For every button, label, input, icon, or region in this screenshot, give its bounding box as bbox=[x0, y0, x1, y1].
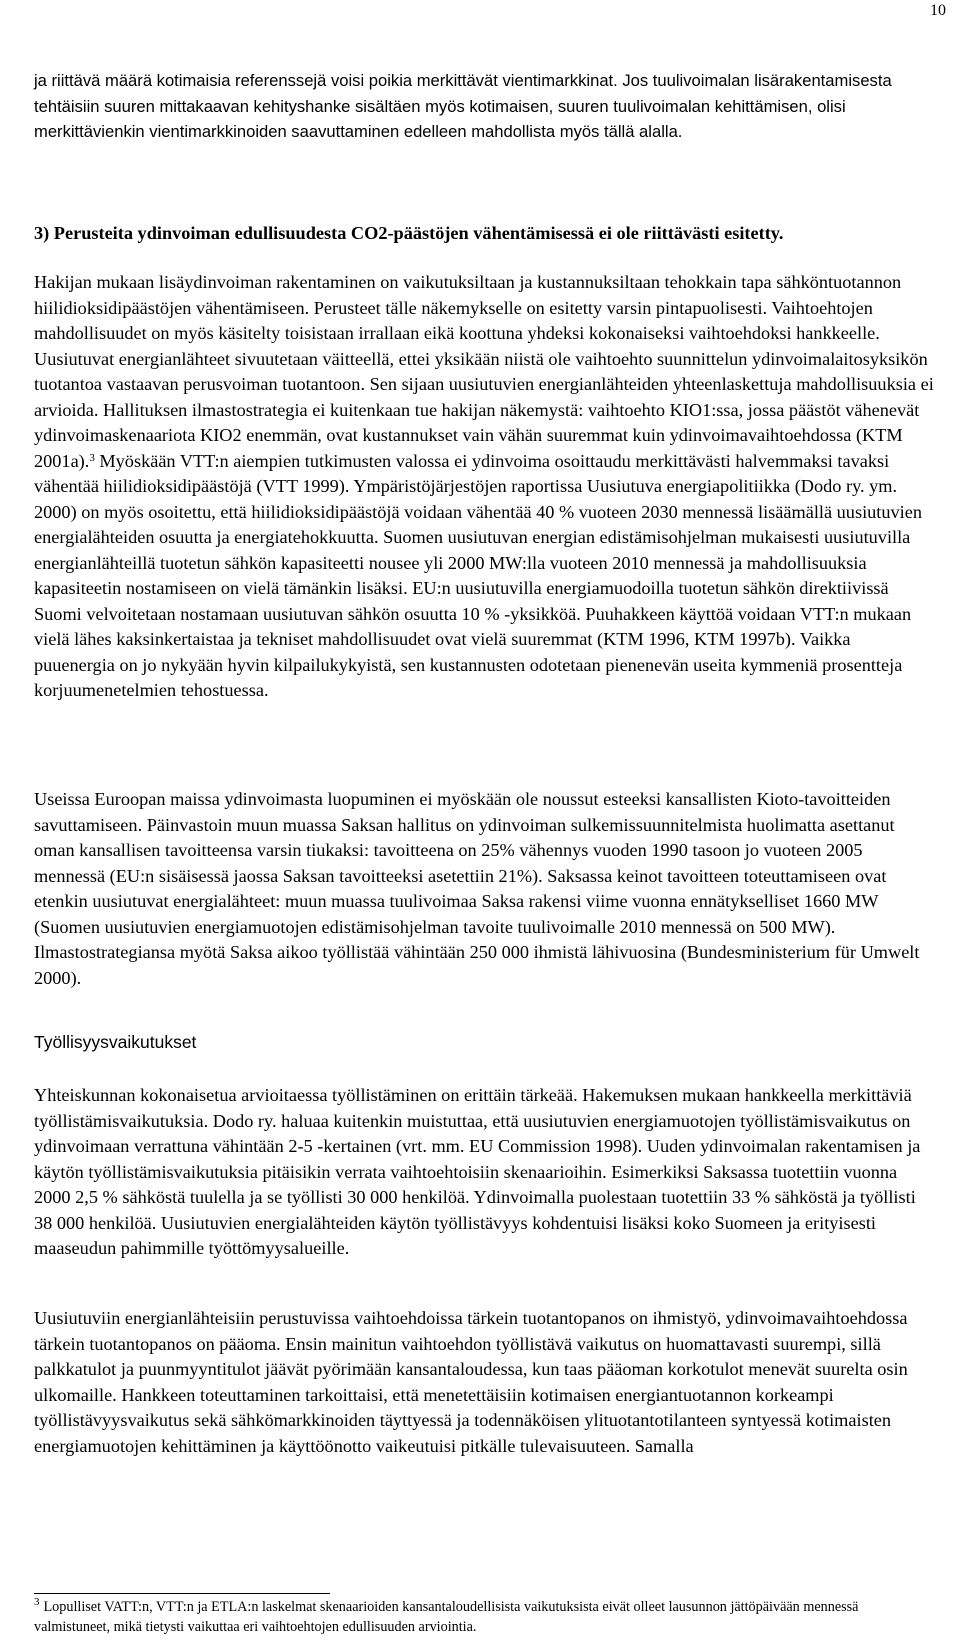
section-heading-3: 3) Perusteita ydinvoiman edullisuudesta CO2-päästöjen vähentämisessä ei ole riittävästi esitetty. bbox=[34, 223, 784, 243]
footnote bbox=[34, 1598, 934, 1637]
intro-paragraph: ja riittävä määrä kotimaisia referenssejä voisi poikia merkittävät vientimarkkinat. Jos tuulivoimalan lisärakentamisesta tehtäisiin suuren mittakaavan kehityshanke sisältäen myös kotimaisen, suuren tuulivoimalan kehittämisen, olisi merkittävienkin vientimarkkinoiden saavuttaminen edelleen mahdollista myös tällä alalla. bbox=[34, 71, 892, 141]
footnote-reference: 3 bbox=[89, 451, 95, 464]
europe-paragraph: Useissa Euroopan maissa ydinvoimasta luopuminen ei myöskään ole noussut esteeksi kansallisten Kioto-tavoitteiden savuttamiseen. Päinvastoin muun muassa Saksan hallitus on ydinvoiman sulkemissuunnitelmista huolimatta asettanut oman kansallisen tavoitteensa varsin tiukaksi: tavoitteena on 25% vähennys vuoden 1990 tasoon jo vuoteen 2005 mennessä (EU:n sisäisessä jaossa Saksan tavoitteeksi asetettiin 21%). Saksassa keinot tavoitteen toteuttamiseen ovat etenkin uusiutuvat energialähteet: muun muassa tuulivoimaa Saksa rakensi viime vuonna ennätykselliset 1660 MW (Suomen uusiutuvien energiamuotojen edistämisohjelman tavoite tuulivoimalle 2010 mennessä on 500 MW). Ilmastostrategiansa myötä Saksa aikoo työllistää vähintään 250 000 ihmistä lähivuosina (Bundesministerium für Umwelt 2000). bbox=[34, 789, 920, 988]
employment-paragraph-1: Yhteiskunnan kokonaisetua arvioitaessa työllistäminen on erittäin tärkeää. Hakemuksen mukaan hankkeella merkittäviä työllistämisvaikutuksia. Dodo ry. haluaa kuitenkin muistuttaa, että uusiutuvien energiamuotojen työllistämisvaikutus on ydinvoimaan verrattuna vähintään 2-5 -kertainen (vrt. mm. EU Commission 1998). Uuden ydinvoimalan rakentamisen ja käytön työllistämisvaikutuksia pitäisikin verrata vaihtoehtoisiin skenaarioihin. Esimerkiksi Saksassa tuotettiin vuonna 2000 2,5 % sähköstä tuulella ja se työllisti 30 000 henkilöä. Ydinvoimalla puolestaan tuotettiin 33 % sähköstä ja työllisti 38 000 henkilöä. Uusiutuvien energialähteiden käytön työllistävyys kohdentuisi lisäksi koko Suomeen ja erityisesti maaseudun pahimmille työttömyysalueille. bbox=[34, 1085, 921, 1258]
main-paragraph bbox=[34, 270, 934, 704]
main-paragraph-part-1: Hakijan mukaan lisäydinvoiman rakentaminen on vaikutuksiltaan ja kustannuksiltaan tehokkain tapa sähköntuotannon hiilidioksidipäästöjen vähentämiseen. Perusteet tälle näkemykselle on esitetty varsin pintapuolisesti. Vaihtoehtojen mahdollisuudet on myös käsitelty toisistaan irrallaan eikä koottuna yhdeksi kokonaiseksi vaihtoehdoksi hankkeelle. Uusiutuvat energianlähteet sivuutetaan väitteellä, ettei yksikään niistä ole vaihtoehto suunnittelun ydinvoimalaitosyksikön tuotantoa vastaavan perusvoiman tuotantoon. Sen sijaan uusiutuvien energianlähteiden yhteenlaskettuja mahdollisuuksia ei arvioida. Hallituksen ilmastostrategia ei kuitenkaan tue hakijan näkemystä: vaihtoehto KIO1:ssa, jossa päästöt vähenevät ydinvoimaskenaariota KIO2 enemmän, ovat kustannukset vain vähän suuremmat kuin ydinvoimavaihtoehdossa (KTM 2001a). bbox=[34, 272, 934, 471]
section-title-employment: Työllisyysvaikutukset bbox=[34, 1032, 197, 1052]
page-number: 10 bbox=[930, 2, 946, 19]
footnote-marker: 3 bbox=[34, 1596, 40, 1608]
main-paragraph-part-2: Myöskään VTT:n aiempien tutkimusten valossa ei ydinvoima osoittaudu merkittävästi halvemmaksi tavaksi vähentää hiilidioksidipäästöjä (VTT 1999). Ympäristöjärjestöjen raportissa Uusiutuva energiapolitiikka (Dodo ry. ym. 2000) on myös osoitettu, että hiilidioksidipäästöjä voidaan vähentää 40 % vuoteen 2030 mennessä lisäämällä uusiutuvien energialähteiden osuutta ja energiatehokkuutta. Suomen uusiutuvan energian edistämisohjelman mukaisesti uusiutuvilla energianlähteillä tuotetun sähkön kapasiteetti nousee yli 2000 MW:lla vuoteen 2010 mennessä ja mahdollisuuksia kapasiteetin nostamiseen on vielä tämänkin lisäksi. EU:n uusiutuvilla energiamuodoilla tuotetun sähkön direktiivissä Suomi velvoitetaan nostamaan uusiutuvan sähkön osuutta 10 % -yksikköä. Puuhakkeen käyttöä voidaan VTT:n mukaan vielä lähes kaksinkertaistaa ja tekniset mahdollisuudet ovat vielä suuremmat (KTM 1996, KTM 1997b). Vaikka puuenergia on jo nykyään hyvin kilpailukykyistä, sen kustannusten odotetaan pienenevän useita kymmeniä prosentteja korjuumenetelmien tehostuessa. bbox=[34, 450, 922, 700]
footnote-divider bbox=[34, 1593, 330, 1594]
footnote-text: Lopulliset VATT:n, VTT:n ja ETLA:n laskelmat skenaarioiden kansantaloudellisista vaikutuksista eivät olleet lausunnon jättöpäivään mennessä valmistuneet, mikä tietysti vaikuttaa eri vaihtoehtojen edullisuuden arviointia. bbox=[34, 1599, 859, 1635]
employment-paragraph-2: Uusiutuviin energianlähteisiin perustuvissa vaihtoehdoissa tärkein tuotantopanos on ihmistyö, ydinvoimavaihtoehdossa tärkein tuotantopanos on pääoma. Ensin mainitun vaihtoehdon työllistävä vaikutus on huomattavasti suurempi, sillä palkkatulot ja puunmyyntitulot jäävät pyörimään kansantaloudessa, kun taas pääoman korkotulot menevät suurelta osin ulkomaille. Hankkeen toteuttaminen tarkoittaisi, että menetettäisiin kotimaisen energiantuotannon korkeampi työllistävyysvaikutus sekä sähkömarkkinoiden täyttyessä ja todennäköisen ylituotantotilanteen syntyessä kotimaisten energiamuotojen kehittäminen ja käyttöönotto vaikeutuisi pitkälle tulevaisuuteen. Samalla bbox=[34, 1308, 908, 1456]
